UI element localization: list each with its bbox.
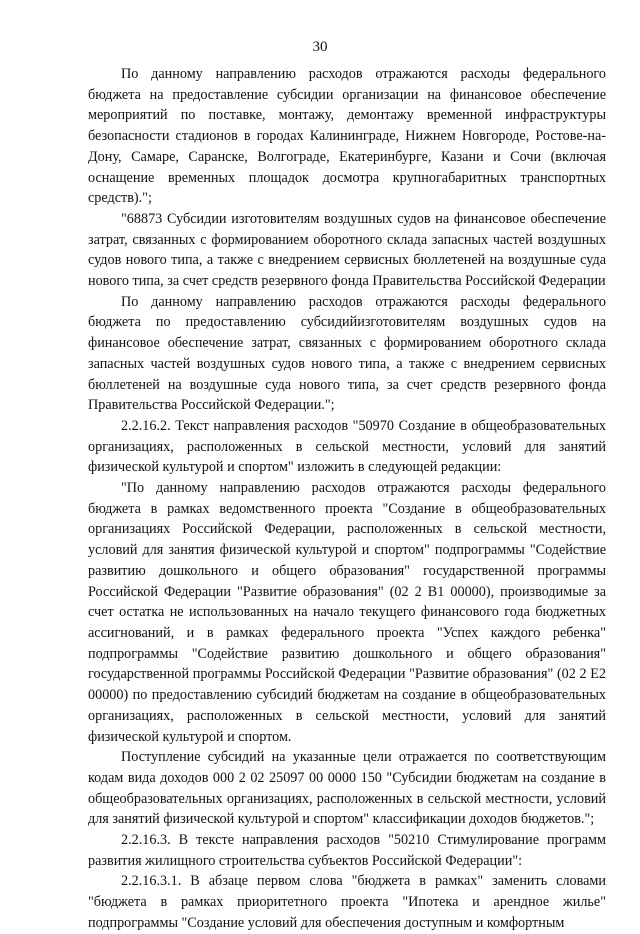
paragraph-68873-heading: "68873 Субсидии изготовителям воздушных судов на финансовое обеспечение затрат, связанных с формированием оборотного склада запасных частей воздушных судов нового типа, а также с внедрением сервисных бюллетеней на воздушные суда нового типа, за счет средств резервного фонда Правительства Российской Федерации xyxy=(88,210,606,290)
document-body xyxy=(88,64,606,934)
paragraph-2-2-16-3: 2.2.16.3. В тексте направления расходов "50210 Стимулирование программ развития жилищного строительства субъектов Российской Федерации": xyxy=(88,832,606,869)
paragraph-subsidy-income: Поступление субсидий на указанные цели отражается по соответствующим кодам вида доходов 000 2 02 25097 00 0000 150 "Субсидии бюджетам на создание в общеобразовательных организациях, расположенных в сельской местности, условий для занятий физической культурой и спортом" классификации доходов бюджетов."; xyxy=(88,749,606,828)
paragraph-50970-description: "По данному направлению расходов отражаются расходы федерального бюджета в рамках ведомственного проекта "Создание в общеобразовательных организациях Российской Федерации, расположенных в сельской местности, условий для занятия физической культурой и спортом" подпрограммы "Содействие развитию дошкольного и общего образования" государственной программы Российской Федерации "Развитие образования" (02 2 В1 00000), производимые за счет остатка не использованных на начало текущего финансового года бюджетных ассигнований, и в рамках федерального проекта "Успех каждого ребенка" подпрограммы "Содействие развитию дошкольного и общего образования" государственной программы Российской Федерации "Развитие образования" (02 2 Е2 00000) по предоставлению субсидий бюджетам на создание в общеобразовательных организациях, расположенных в сельской местности, условий для занятий физической культурой и спортом. xyxy=(88,480,606,745)
paragraph-expenses-stadium-security: По данному направлению расходов отражаются расходы федерального бюджета на предоставление субсидии организации на финансовое обеспечение мероприятий по поставке, монтажу, демонтажу временной инфраструктуры безопасности стадионов в городах Калининграде, Нижнем Новгороде, Ростове-на-Дону, Самаре, Саранске, Волгограде, Екатеринбурге, Казани и Сочи (включая оснащение временных площадок досмотра крупногабаритных транспортных средств)."; xyxy=(88,66,606,207)
paragraph-2-2-16-3-1: 2.2.16.3.1. В абзаце первом слова "бюджета в рамках" заменить словами "бюджета в рамках приоритетного проекта "Ипотека и арендное жилье" подпрограммы "Создание условий для обеспечения доступным и комфортным xyxy=(88,873,606,931)
page-number: 30 xyxy=(312,39,328,55)
paragraph-68873-description: По данному направлению расходов отражаются расходы федерального бюджета по предоставлению субсидийизготовителям воздушных судов на финансовое обеспечение затрат, связанных с формированием оборотного склада запасных частей воздушных судов нового типа, а также с внедрением сервисных бюллетеней на воздушные суда нового типа, за счет средств резервного фонда Правительства Российской Федерации."; xyxy=(88,293,606,414)
paragraph-2-2-16-2: 2.2.16.2. Текст направления расходов "50970 Создание в общеобразовательных организациях, расположенных в сельской местности, условий для занятий физической культурой и спортом" изложить в следующей редакции: xyxy=(88,417,606,476)
